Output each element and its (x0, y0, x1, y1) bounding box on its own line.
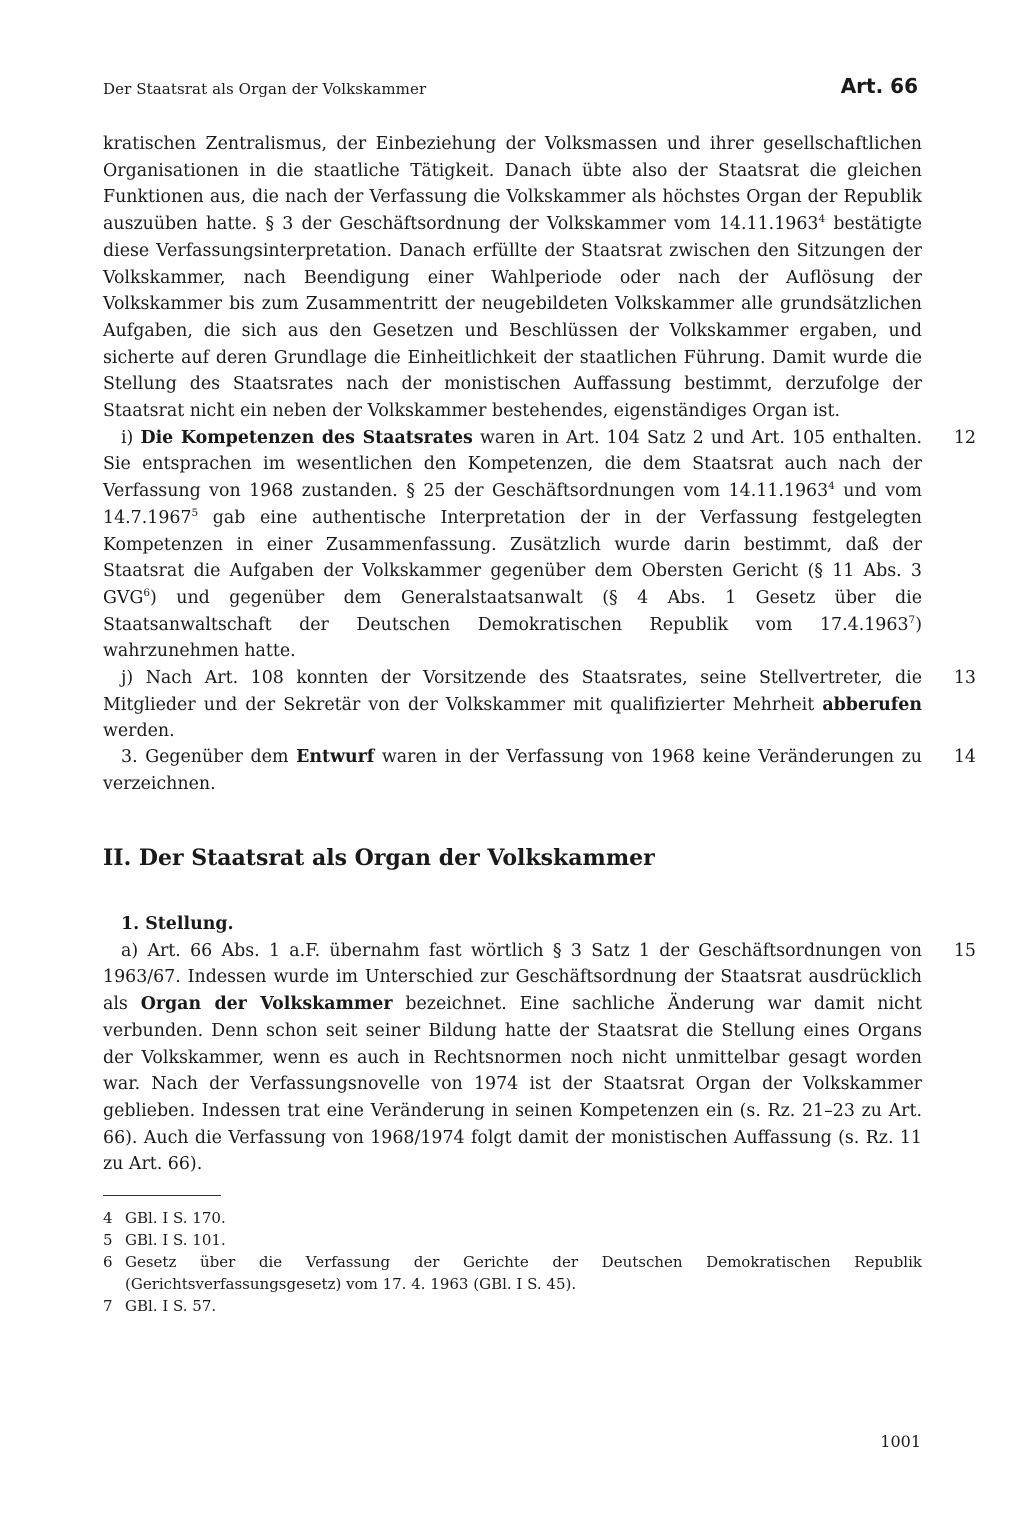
margin-number-13: 13 (953, 668, 976, 689)
paragraph-3: 13 j) Nach Art. 108 konnten der Vorsitzende des Staatsrates, seine Stellvertreter, die Mitglieder und der Sekretär von der Volkskammer mit qualifizierter Mehrheit abberufen werden. (103, 665, 922, 745)
paragraph-2: 12 i) Die Kompetenzen des Staatsrates waren in Art. 104 Satz 2 und Art. 105 enthalten. Sie entsprachen im wesentlichen den Kompetenzen, die dem Staatsrat auch nach der Verfassung von 1968 zustanden. § 25 der Geschäftsordnungen vom 14.11.1963$^4$ und vom 14.7.1967$^5$ gab eine authentische Interpretation der in der Verfassung festgelegten Kompetenzen in einer Zusammenfassung. Zusätzlich wurde darin bestimmt, daß der Staatsrat die Aufgaben der Volkskammer gegenüber dem Obersten Gericht (§ 11 Abs. 3 GVG$^6$) und gegenüber dem Generalstaatsanwalt (§ 4 Abs. 1 Gesetz über die Staatsanwaltschaft der Deutschen Demokratischen Republik vom 17.4.1963$^7$) wahrzunehmen hatte. (103, 425, 922, 665)
margin-number-14: 14 (953, 747, 976, 767)
body-block-2 (103, 744, 976, 797)
paragraph-5: 15 a) Art. 66 Abs. 1 a.F. übernahm fast wörtlich § 3 Satz 1 der Geschäftsordnungen von 1963/67. Indessen wurde im Unterschied zur Geschäftsordnung der Staatsrat ausdrücklich als Organ der Volkskammer bezeichnet. Eine sachliche Änderung war damit nicht verbunden. Denn schon seit seiner Bildung hatte der Staatsrat die Stellung eines Organs der Volkskammer, wenn es auch in Rechtsnormen noch nicht unmittelbar gesagt worden war. Nach der Verfassungsnovelle von 1974 ist der Staatsrat Organ der Volkskammer geblieben. Indessen trat eine Veränderung in seinen Kompetenzen ein (s. Rz. 21–23 zu Art. 66). Auch die Verfassung von 1968/1974 folgt damit der monistischen Auffassung (s. Rz. 11 zu Art. 66). (103, 938, 922, 1178)
section-heading: II. Der Staatsrat als Organ der Volkskammer (103, 845, 655, 871)
footnote-6: 6 Gesetz über die Verfassung der Gerichte der Deutschen Demokratischen Republik (Gerichtsverfassungsgesetz) vom 17. 4. 1963 (GBl. I S. 45). (103, 1253, 922, 1293)
margin-number-12: 12 (953, 427, 976, 448)
footnotes (103, 1207, 922, 1317)
subheading: 1. Stellung. (121, 914, 234, 934)
footnote-5: 5 GBl. I S. 101. (103, 1231, 226, 1249)
footnote-4: 4 GBl. I S. 170. (103, 1209, 226, 1227)
footnote-ref-7: 7 (908, 613, 916, 626)
footnote-ref-4: 4 (828, 480, 835, 493)
footnote-ref-6: 6 (143, 586, 151, 599)
emphasis-entwurf: Entwurf (296, 747, 375, 767)
running-title: Der Staatsrat als Organ der Volkskammer (103, 80, 427, 98)
page-number: 1001 (880, 1432, 921, 1451)
margin-number-15: 15 (953, 940, 976, 961)
body-block-1 (103, 131, 976, 745)
paragraph-4: 14 3. Gegenüber dem Entwurf waren in der Verfassung von 1968 keine Veränderungen zu verzeichnen. (103, 744, 922, 797)
footnote-7: 7 GBl. I S. 57. (103, 1297, 217, 1315)
body-block-3 (103, 911, 976, 1178)
footnote-ref-5: 5 (191, 506, 199, 519)
article-number: Art. 66 (840, 74, 918, 98)
emphasis-abberufen: abberufen (822, 694, 922, 715)
footnote-divider (103, 1195, 221, 1196)
paragraph-1: kratischen Zentralismus, der Einbeziehung der Volksmassen und ihrer gesellschaftlichen Organisationen in die staatliche Tätigkeit. Danach übte also der Staatsrat die gleichen Funktionen aus, die nach der Verfassung die Volkskammer als höchstes Organ der Republik auszuüben hatte. § 3 der Geschäftsordnung der Volkskammer vom 14.11.1963$^4$ bestätigte diese Verfassungsinterpretation. Danach erfüllte der Staatsrat zwischen den Sitzungen der Volkskammer, nach Beendigung einer Wahlperiode oder nach der Auflösung der Volkskammer bis zum Zusammentritt der neugebildeten Volkskammer alle grundsätzlichen Aufgaben, die sich aus den Gesetzen und Beschlüssen der Volkskammer ergaben, und sicherte auf deren Grundlage die Einheitlichkeit der staatlichen Führung. Damit wurde die Stellung des Staatsrates nach der monistischen Auffassung bestimmt, derzufolge der Staatsrat nicht ein neben der Volkskammer bestehendes, eigenständiges Organ ist. (103, 134, 922, 422)
emphasis-organ: Organ der Volkskammer (140, 994, 393, 1015)
emphasis-kompetenzen: Die Kompetenzen des Staatsrates (140, 427, 473, 448)
footnote-ref-4: 4 (818, 213, 826, 226)
